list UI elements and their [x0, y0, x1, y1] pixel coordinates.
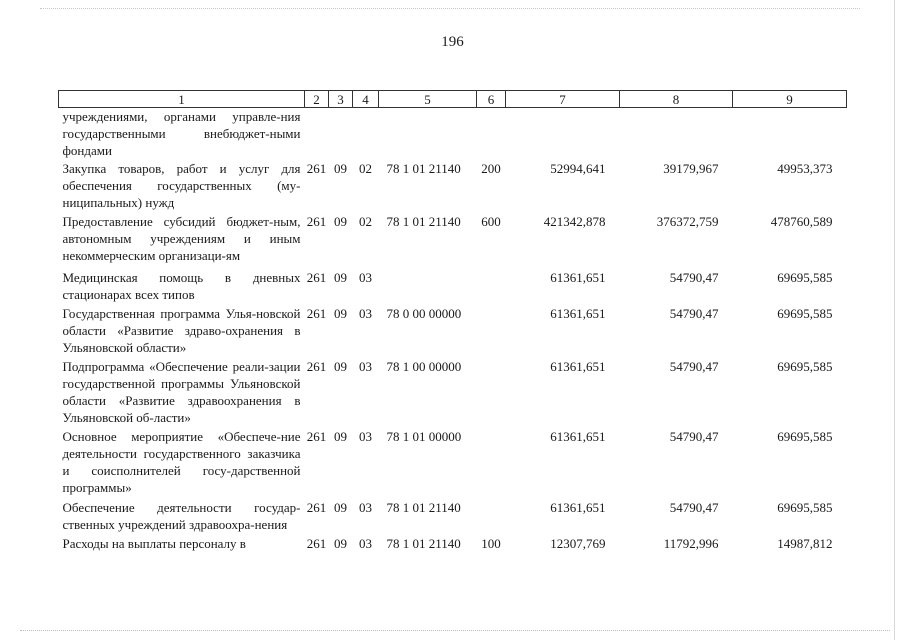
amount-column-8: 39179,967 [663, 161, 719, 176]
amount-column-7: 61361,651 [550, 306, 606, 321]
section-code: 09 [334, 306, 347, 321]
row-description: Государственная программа Улья-новской области «Развитие здраво-охранения в Ульяновской области» [62, 306, 301, 355]
ministry-code: 261 [306, 359, 327, 374]
ministry-code: 261 [306, 306, 327, 321]
amount-column-8: 54790,47 [669, 500, 719, 515]
table-row [59, 213, 847, 269]
target-article-code: 78 1 01 21140 [386, 536, 461, 551]
budget-table [58, 90, 847, 554]
target-article-code: 78 1 01 21140 [386, 500, 461, 515]
amount-column-7: 12307,769 [550, 536, 606, 551]
column-header: 3 [329, 91, 353, 108]
target-article-code: 78 0 00 00000 [386, 306, 462, 321]
amount-column-9: 69695,585 [777, 306, 833, 321]
column-header: 6 [477, 91, 506, 108]
amount-column-8: 376372,759 [656, 214, 719, 229]
column-header: 8 [620, 91, 733, 108]
subsection-code: 02 [359, 214, 372, 229]
amount-column-8: 54790,47 [669, 429, 719, 444]
expense-type-code: 600 [481, 214, 501, 229]
section-code: 09 [334, 214, 347, 229]
ministry-code [305, 108, 329, 161]
table-row [59, 535, 847, 554]
amount-column-9: 69695,585 [777, 500, 833, 515]
amount-column-7: 421342,878 [543, 214, 606, 229]
target-article-code: 78 1 01 21140 [386, 214, 461, 229]
amount-column-9: 478760,589 [770, 214, 833, 229]
subsection-code: 03 [359, 270, 372, 285]
amount-column-9: 69695,585 [777, 359, 833, 374]
column-header: 5 [379, 91, 477, 108]
table-row [59, 108, 847, 161]
ministry-code: 261 [306, 214, 327, 229]
expense-type-code: 100 [481, 536, 501, 551]
column-header: 1 [59, 91, 305, 108]
subsection-code: 03 [359, 429, 372, 444]
amount-column-9: 69695,585 [777, 429, 833, 444]
subsection-code: 03 [359, 500, 372, 515]
column-header: 9 [733, 91, 847, 108]
amount-column-9: 14987,812 [777, 536, 833, 551]
row-description: Основное мероприятие «Обеспече-ние деятельности государственного заказчика и соисполнителей госу-дарственной программы» [62, 429, 301, 495]
row-description: Предоставление субсидий бюджет-ным, автономным учреждениям и иным некоммерческим организаци-ям [62, 214, 301, 263]
ministry-code: 261 [306, 536, 327, 551]
scan-artifact-top [40, 8, 860, 9]
page-number: 196 [441, 34, 464, 50]
column-header: 4 [353, 91, 379, 108]
scan-artifact-bottom [20, 630, 890, 631]
ministry-code: 261 [306, 429, 327, 444]
amount-column-8 [620, 108, 733, 161]
section-code: 09 [334, 536, 347, 551]
table-row [59, 499, 847, 535]
amount-column-8: 11792,996 [663, 536, 719, 551]
row-description: Обеспечение деятельности государ-ственных учреждений здравоохра-нения [62, 500, 301, 532]
column-header: 2 [305, 91, 329, 108]
target-article-code: 78 1 01 00000 [386, 429, 462, 444]
ministry-code: 261 [306, 270, 327, 285]
row-description: Закупка товаров, работ и услуг для обеспечения государственных (му-ниципальных) нужд [62, 161, 301, 210]
amount-column-7: 61361,651 [550, 500, 606, 515]
row-description: Медицинская помощь в дневных стационарах всех типов [62, 270, 301, 302]
amount-column-7 [506, 108, 620, 161]
amount-column-7: 61361,651 [550, 359, 606, 374]
target-article-code: 78 1 01 21140 [386, 161, 461, 176]
scan-artifact-edge [894, 0, 895, 640]
table-row [59, 428, 847, 499]
subsection-code: 03 [359, 536, 372, 551]
amount-column-7: 52994,641 [550, 161, 606, 176]
row-description: Подпрограмма «Обеспечение реали-зации государственной программы Ульяновской области «Развитие здравоохранения в Ульяновской об-ласти» [62, 359, 301, 425]
table-row [59, 358, 847, 428]
section-code [329, 108, 353, 161]
expense-type-code [477, 305, 506, 358]
expense-type-code [477, 108, 506, 161]
expense-type-code [477, 428, 506, 499]
expense-type-code: 200 [481, 161, 501, 176]
section-code: 09 [334, 359, 347, 374]
ministry-code: 261 [306, 500, 327, 515]
expense-type-code [477, 269, 506, 305]
section-code: 09 [334, 500, 347, 515]
row-description: Расходы на выплаты персоналу в [62, 536, 246, 551]
amount-column-9: 49953,373 [777, 161, 833, 176]
subsection-code: 03 [359, 306, 372, 321]
column-header: 7 [506, 91, 620, 108]
amount-column-8: 54790,47 [669, 306, 719, 321]
target-article-code [379, 269, 477, 305]
subsection-code: 03 [359, 359, 372, 374]
target-article-code [379, 108, 477, 161]
section-code: 09 [334, 161, 347, 176]
row-description: учреждениями, органами управле-ния государственными внебюджет-ными фондами [62, 109, 301, 158]
target-article-code: 78 1 00 00000 [386, 359, 462, 374]
amount-column-8: 54790,47 [669, 270, 719, 285]
expense-type-code [477, 358, 506, 428]
table-body [59, 108, 847, 555]
table-row [59, 305, 847, 358]
subsection-code [353, 108, 379, 161]
amount-column-7: 61361,651 [550, 270, 606, 285]
ministry-code: 261 [306, 161, 327, 176]
table-header-row [59, 91, 847, 108]
amount-column-9: 69695,585 [777, 270, 833, 285]
section-code: 09 [334, 429, 347, 444]
expense-type-code [477, 499, 506, 535]
section-code: 09 [334, 270, 347, 285]
table-row [59, 269, 847, 305]
amount-column-8: 54790,47 [669, 359, 719, 374]
amount-column-7: 61361,651 [550, 429, 606, 444]
amount-column-9 [733, 108, 847, 161]
table-row [59, 160, 847, 213]
subsection-code: 02 [359, 161, 372, 176]
